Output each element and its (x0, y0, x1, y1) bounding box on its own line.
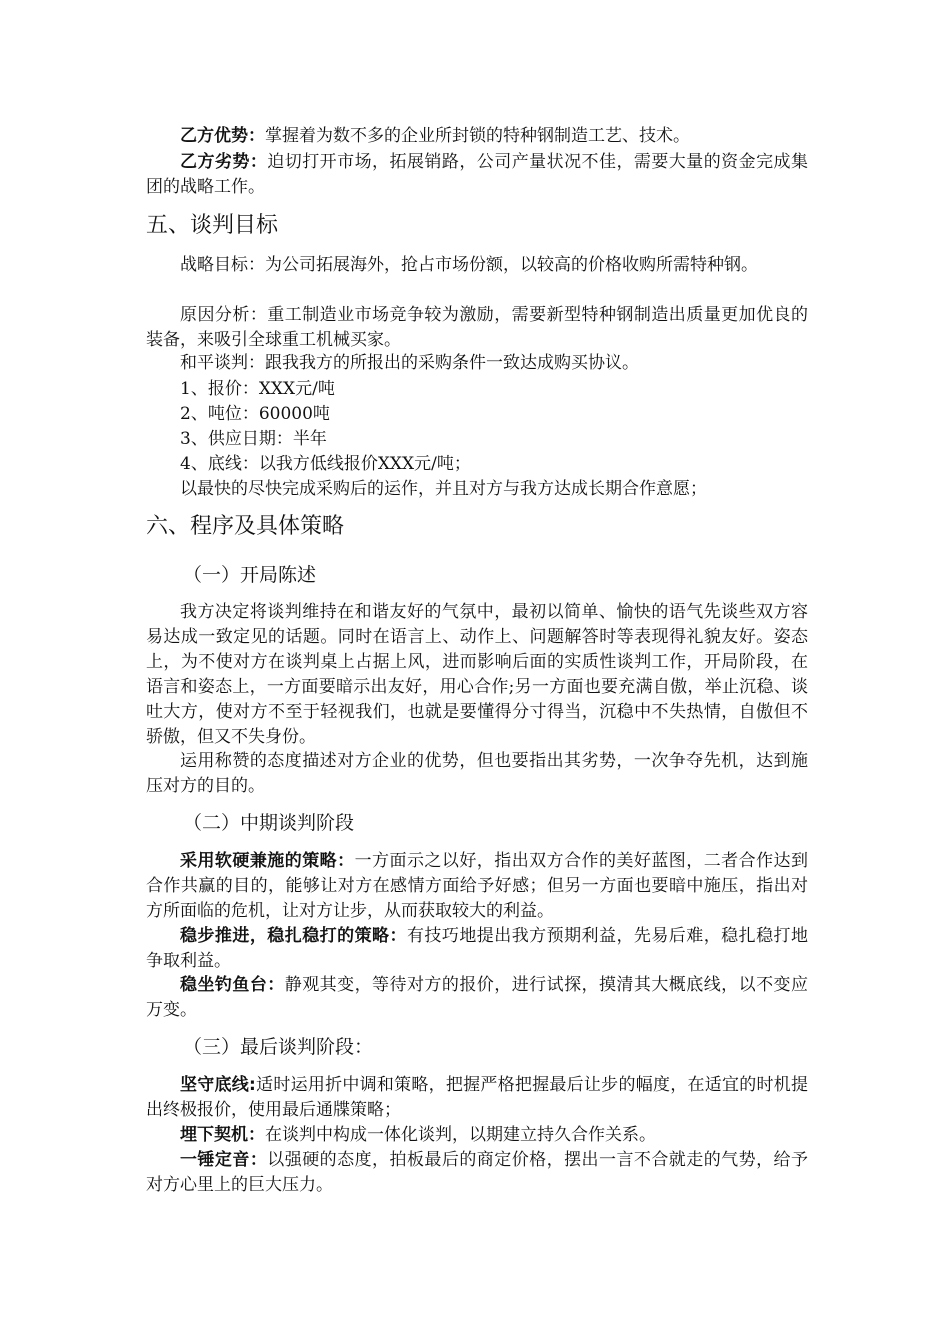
party-b-advantage (146, 124, 808, 149)
item-tonnage: 2、吨位：60000吨 (180, 404, 330, 424)
subsection-opening-heading: （一）开局陈述 (183, 564, 317, 586)
final-strategy-3-text: 以强硬的态度，拍板最后的商定价格，摆出一言不合就走的气势，给予对方心里上的巨大压力。 (146, 1150, 809, 1195)
party-b-advantage-text: 掌握着为数不多的企业所封锁的特种钢制造工艺、技术。 (265, 126, 690, 146)
middle-strategy-2 (146, 924, 808, 974)
item-price: 1、报价：XXX元/吨 (180, 379, 335, 399)
middle-strategy-3-text: 静观其变，等待对方的报价，进行试探，摸清其大概底线，以不变应万变。 (146, 975, 809, 1020)
middle-strategy-1-text: 一方面示之以好，指出双方合作的美好蓝图，二者合作达到合作共赢的目的，能够让对方在感情方面给予好感；但另一方面也要暗中施压，指出对方所面临的危机，让对方让步，从而获取较大的利益。 (146, 851, 809, 921)
closing-statement: 以最快的尽快完成采购后的运作，并且对方与我方达成长期合作意愿； (180, 479, 707, 499)
reason-analysis: 原因分析：重工制造业市场竞争较为激励，需要新型特种钢制造出质量更加优良的装备，来吸引全球重工机械买家。 (146, 305, 808, 350)
middle-strategy-3 (146, 973, 808, 1023)
opening-paragraph-1: 我方决定将谈判维持在和谐友好的气氛中，最初以简单、愉快的语气先谈些双方容易达成一致定见的话题。同时在语言上、动作上、问题解答时等表现得礼貌友好。姿态上，为不使对方在谈判桌上占据上风，进而影响后面的实质性谈判工作，开局阶段，在语言和姿态上，一方面要暗示出友好，用心合作;另一方面也要充满自傲，举止沉稳、谈吐大方，使对方不至于轻视我们，也就是要懂得分寸得当，沉稳中不失热情，自傲但不骄傲，但又不失身份。 (146, 602, 808, 747)
middle-strategy-1 (146, 849, 808, 924)
item-bottom-line: 4、底线：以我方低线报价XXX元/吨； (180, 454, 471, 474)
party-b-disadvantage-text: 迫切打开市场，拓展销路，公司产量状况不佳，需要大量的资金完成集团的战略工作。 (146, 152, 809, 197)
final-strategy-2 (146, 1123, 808, 1148)
subsection-final-heading: （三）最后谈判阶段： (183, 1036, 374, 1058)
party-b-disadvantage (146, 150, 808, 200)
party-b-advantage-label: 乙方优势： (180, 126, 265, 146)
item-supply-date: 3、供应日期：半年 (180, 429, 327, 449)
final-strategy-1-text: 适时运用折中调和策略，把握严格把握最后让步的幅度，在适宜的时机提出终极报价，使用最后通牒策略； (146, 1075, 808, 1120)
final-strategy-2-label: 埋下契机： (180, 1125, 265, 1145)
section-6-heading: 六、程序及具体策略 (146, 514, 345, 539)
opening-paragraph-2: 运用称赞的态度描述对方企业的优势，但也要指出其劣势，一次争夺先机，达到施压对方的目的。 (146, 751, 808, 796)
final-strategy-3 (146, 1148, 808, 1198)
section-5-heading: 五、谈判目标 (146, 213, 279, 238)
strategy-goal: 战略目标：为公司拓展海外，抢占市场份额，以较高的价格收购所需特种钢。 (180, 255, 758, 275)
middle-strategy-3-label: 稳坐钓鱼台： (180, 975, 285, 995)
final-strategy-1 (146, 1073, 808, 1123)
subsection-middle-heading: （二）中期谈判阶段 (183, 812, 355, 834)
final-strategy-1-label: 坚守底线: (180, 1075, 256, 1095)
middle-strategy-1-label: 采用软硬兼施的策略： (180, 851, 355, 871)
final-strategy-3-label: 一锤定音： (180, 1150, 268, 1170)
final-strategy-2-text: 在谈判中构成一体化谈判，以期建立持久合作关系。 (265, 1125, 656, 1145)
peace-negotiation: 和平谈判：跟我我方的所报出的采购条件一致达成购买协议。 (180, 353, 639, 373)
middle-strategy-2-label: 稳步推进，稳扎稳打的策略： (180, 926, 407, 946)
party-b-disadvantage-label: 乙方劣势： (180, 152, 268, 172)
middle-strategy-2-text: 有技巧地提出我方预期利益，先易后难，稳扎稳打地争取利益。 (146, 926, 809, 971)
